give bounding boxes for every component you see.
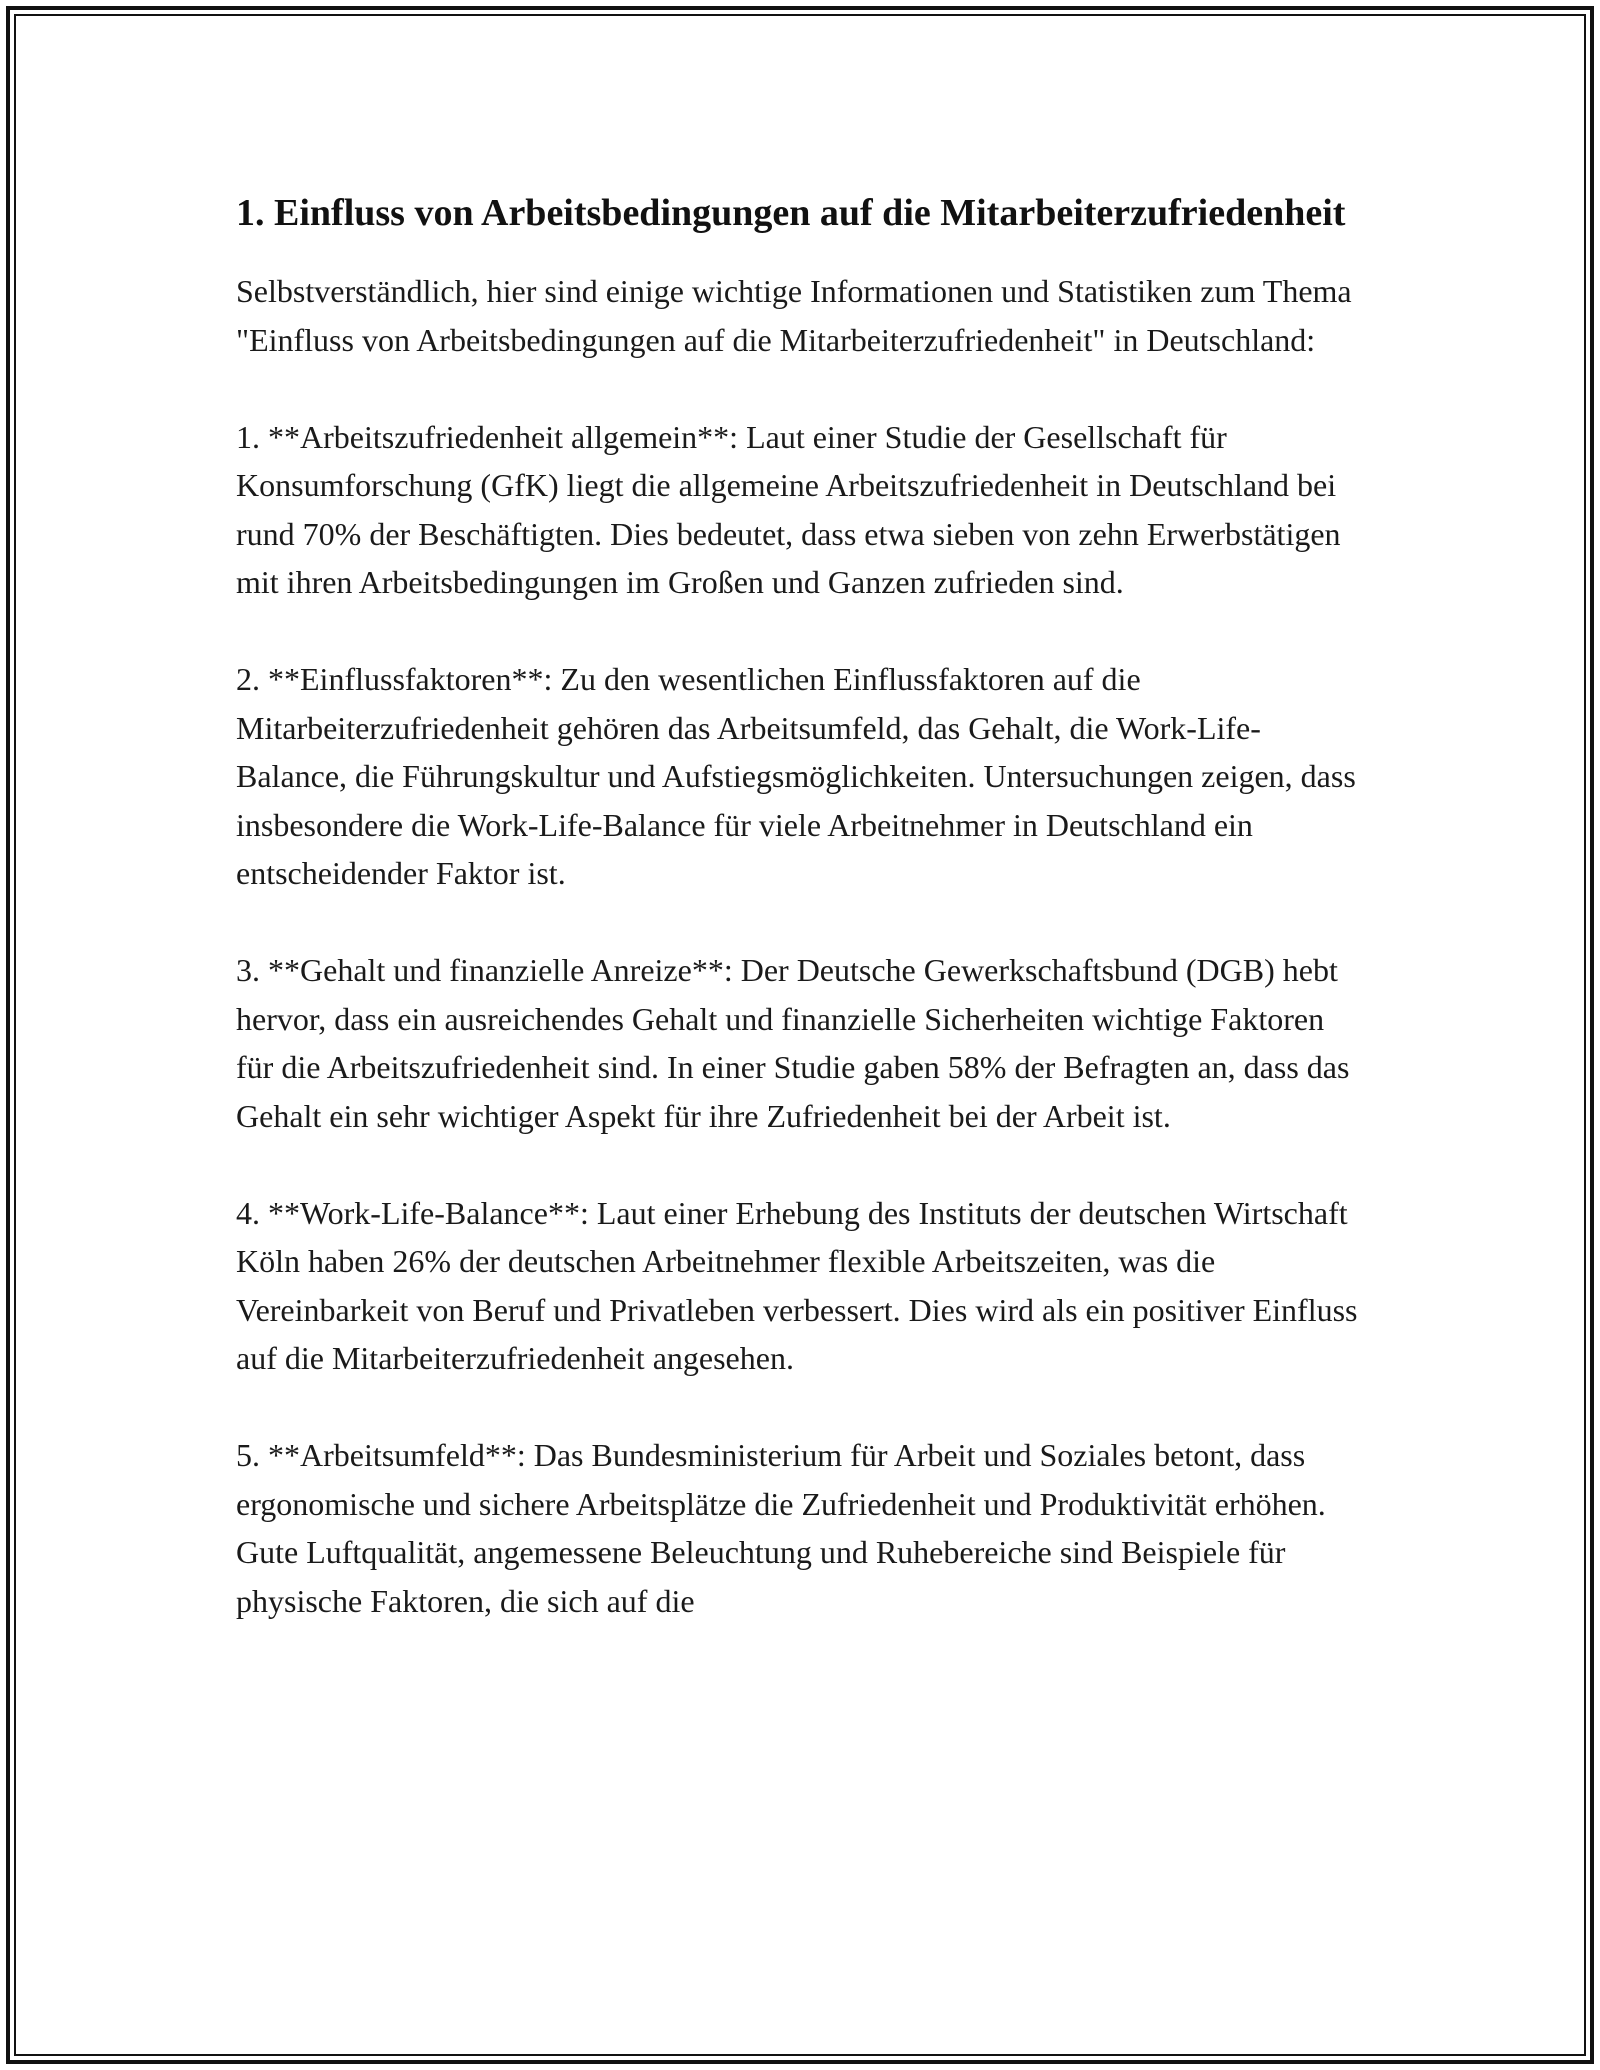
document-body [236, 186, 1366, 1674]
intro-paragraph: Selbstverständlich, hier sind einige wichtige Informationen und Statistiken zum Thema "Einfluss von Arbeitsbedingungen auf die Mitarbeiterzufriedenheit" in Deutschland: [236, 273, 1352, 358]
list-item: 2. **Einflussfaktoren**: Zu den wesentlichen Einflussfaktoren auf die Mitarbeiterzufriedenheit gehören das Arbeitsumfeld, das Gehalt, die Work-Life-Balance, die Führungskultur und Aufstiegsmöglichkeiten. Untersuchungen zeigen, dass insbesondere die Work-Life-Balance für viele Arbeitnehmer in Deutschland ein entscheidender Faktor ist. [236, 661, 1356, 891]
list-item: 4. **Work-Life-Balance**: Laut einer Erhebung des Instituts der deutschen Wirtschaft Köln haben 26% der deutschen Arbeitnehmer flexible Arbeitszeiten, was die Vereinbarkeit von Beruf und Privatleben verbessert. Dies wird als ein positiver Einfluss auf die Mitarbeiterzufriedenheit angesehen. [236, 1194, 1358, 1376]
document-title: 1. Einfluss von Arbeitsbedingungen auf die Mitarbeiterzufriedenheit [236, 192, 1346, 234]
list-item: 1. **Arbeitszufriedenheit allgemein**: Laut einer Studie der Gesellschaft für Konsumforschung (GfK) liegt die allgemeine Arbeitszufriedenheit in Deutschland bei rund 70% der Beschäftigten. Dies bedeutet, dass etwa sieben von zehn Erwerbstätigen mit ihren Arbeitsbedingungen im Großen und Ganzen zufrieden sind. [236, 418, 1341, 600]
list-item: 3. **Gehalt und finanzielle Anreize**: Der Deutsche Gewerkschaftsbund (DGB) hebt hervor, dass ein ausreichendes Gehalt und finanzielle Sicherheiten wichtige Faktoren für die Arbeitszufriedenheit sind. In einer Studie gaben 58% der Befragten an, dass das Gehalt ein sehr wichtiger Aspekt für ihre Zufriedenheit bei der Arbeit ist. [236, 952, 1350, 1134]
list-item: 5. **Arbeitsumfeld**: Das Bundesministerium für Arbeit und Soziales betont, dass ergonomische und sichere Arbeitsplätze die Zufriedenheit und Produktivität erhöhen. Gute Luftqualität, angemessene Beleuchtung und Ruhebereiche sind Beispiele für physische Faktoren, die sich auf die [236, 1437, 1326, 1619]
